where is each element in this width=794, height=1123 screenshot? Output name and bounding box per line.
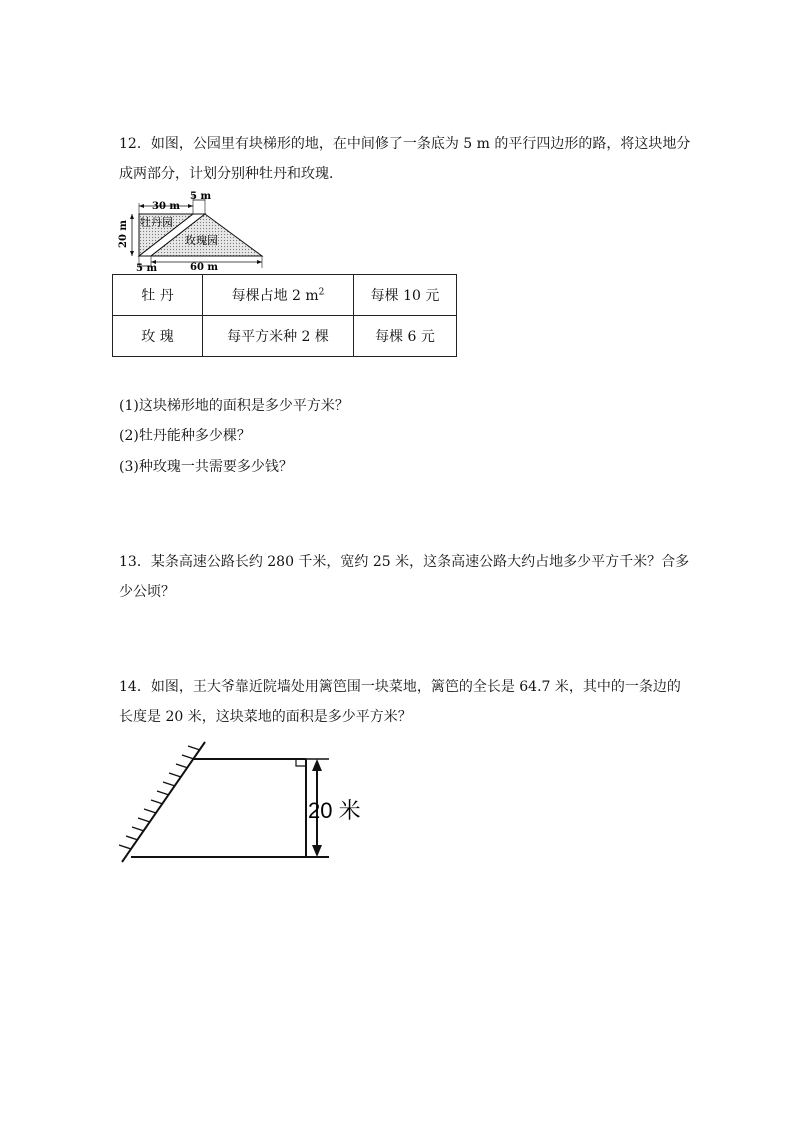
planting-info-table xyxy=(112,274,457,357)
table-cell-price: 每棵 10 元 xyxy=(354,275,457,316)
label-30m: 30 m xyxy=(152,201,180,212)
q12-line-1: 12．如图，公园里有块梯形的地，在中间修了一条底为 5 m 的平行四边形的路，将这块地分 xyxy=(119,136,691,152)
label-5m-top: 5 m xyxy=(190,191,212,202)
table-cell-spec: 每平方米种 2 棵 xyxy=(203,316,354,357)
table-cell-price: 每棵 6 元 xyxy=(354,316,457,357)
q14-line-1: 14．如图，王大爷靠近院墙处用篱笆围一块菜地，篱笆的全长是 64.7 米，其中的一条边的 xyxy=(119,679,681,695)
wall-hatching xyxy=(119,746,200,849)
right-angle-mark xyxy=(296,759,306,766)
label-5m-bottom: 5 m xyxy=(136,263,158,274)
label-height: 20 米 xyxy=(308,798,361,823)
q12-line-2: 成两部分，计划分别种牡丹和玫瑰． xyxy=(119,166,343,182)
label-60m: 60 m xyxy=(190,262,218,273)
table-cell-name: 牡 丹 xyxy=(113,275,203,316)
q12-trapezoid-figure xyxy=(112,188,272,274)
q13-line-1: 13．某条高速公路长约 280 千米，宽约 25 米，这条高速公路大约占地多少平方千米？合多 xyxy=(119,554,690,570)
table-row xyxy=(113,275,457,316)
q12-sub-question-2: (2)牡丹能种多少棵？ xyxy=(119,428,251,444)
q12-sub-question-1: (1)这块梯形地的面积是多少平方米？ xyxy=(119,398,349,414)
label-rose: 玫瑰园 xyxy=(185,234,218,247)
table-cell-name: 玫 瑰 xyxy=(113,316,203,357)
table-cell-spec: 每棵占地 2 $m^2$ xyxy=(203,275,354,316)
q14-line-2: 长度是 20 米，这块菜地的面积是多少平方米？ xyxy=(119,709,412,725)
q13-line-2: 少公顷？ xyxy=(119,584,175,600)
q14-vegetable-plot-figure xyxy=(110,738,370,868)
label-peony: 牡丹园 xyxy=(140,216,173,229)
label-20m: 20 m xyxy=(118,220,129,248)
q12-sub-question-3: (3)种玫瑰一共需要多少钱？ xyxy=(119,459,293,475)
table-row xyxy=(113,316,457,357)
